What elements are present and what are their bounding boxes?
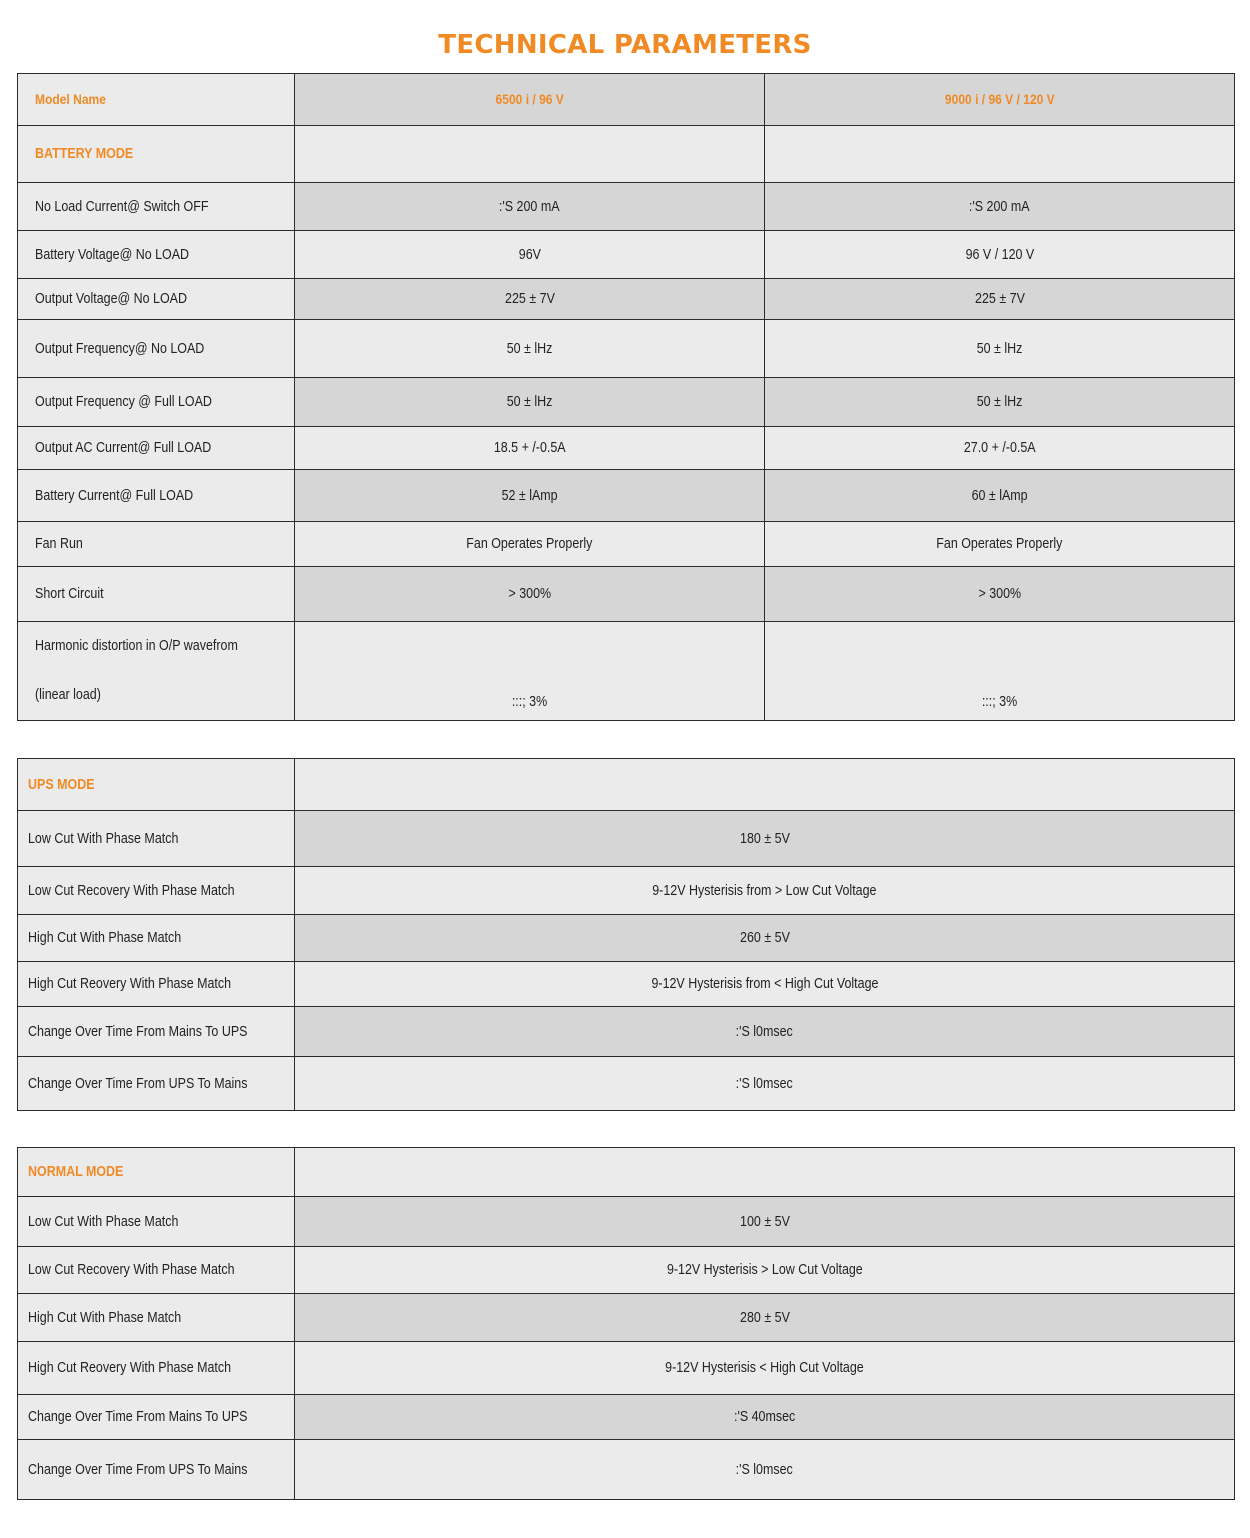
table-row bbox=[18, 231, 1235, 279]
table-row bbox=[18, 867, 1235, 915]
table-row bbox=[18, 1007, 1235, 1057]
normal-mode-table bbox=[17, 1147, 1235, 1500]
row-value: :'S l0msec bbox=[735, 1461, 794, 1478]
table-row bbox=[18, 1247, 1235, 1294]
section-ups-mode: UPS MODE bbox=[18, 759, 295, 811]
row-value: 225 ± 7V bbox=[504, 291, 555, 307]
row-value: 50 ± lHz bbox=[976, 340, 1023, 357]
model-6500-header: 6500 i / 96 V bbox=[295, 74, 765, 126]
row-value: :'S 200 mA bbox=[499, 198, 560, 215]
row-value: 27.0 + /-0.5A bbox=[963, 440, 1036, 456]
section-row bbox=[18, 126, 1235, 183]
row-label: (linear load) bbox=[35, 687, 101, 703]
row-value: 9-12V Hysterisis < High Cut Voltage bbox=[665, 1360, 864, 1376]
table-row bbox=[18, 811, 1235, 867]
table-row bbox=[18, 622, 1235, 721]
row-value: :'S 200 mA bbox=[969, 198, 1030, 215]
row-value: 60 ± lAmp bbox=[971, 487, 1028, 504]
row-value: 50 ± lHz bbox=[506, 340, 553, 357]
row-value: 260 ± 5V bbox=[739, 930, 790, 946]
table-row bbox=[18, 183, 1235, 231]
section-row bbox=[18, 1148, 1235, 1197]
section-battery-mode: BATTERY MODE bbox=[18, 126, 295, 183]
table-row bbox=[18, 962, 1235, 1007]
row-label: High Cut Reovery With Phase Match bbox=[28, 1360, 232, 1376]
row-value: :::; 3% bbox=[981, 694, 1018, 710]
row-label: Change Over Time From Mains To UPS bbox=[28, 1409, 248, 1425]
row-value: Fan Operates Properly bbox=[936, 536, 1063, 552]
row-label: Short Circuit bbox=[35, 586, 104, 602]
model-name-header: Model Name bbox=[18, 74, 295, 126]
row-value: 280 ± 5V bbox=[739, 1309, 790, 1326]
table-row bbox=[18, 1440, 1235, 1500]
row-label: Battery Current@ Full LOAD bbox=[35, 487, 194, 504]
row-label: Low Cut With Phase Match bbox=[28, 1213, 179, 1230]
table-row bbox=[18, 915, 1235, 962]
row-label: Output AC Current@ Full LOAD bbox=[35, 440, 212, 456]
row-value: 96 V / 120 V bbox=[965, 246, 1034, 263]
table-row bbox=[18, 320, 1235, 378]
row-label: Low Cut With Phase Match bbox=[28, 830, 179, 847]
section-row bbox=[18, 759, 1235, 811]
row-label: High Cut With Phase Match bbox=[28, 930, 182, 946]
row-label: Battery Voltage@ No LOAD bbox=[35, 246, 190, 263]
row-label: Change Over Time From UPS To Mains bbox=[28, 1461, 248, 1478]
table-row bbox=[18, 567, 1235, 622]
row-label: High Cut Reovery With Phase Match bbox=[28, 976, 232, 992]
row-value: 225 ± 7V bbox=[974, 291, 1025, 307]
row-value: 50 ± lHz bbox=[506, 394, 553, 410]
section-normal-mode: NORMAL MODE bbox=[18, 1148, 295, 1197]
table-row bbox=[18, 1057, 1235, 1111]
model-9000-header: 9000 i / 96 V / 120 V bbox=[765, 74, 1235, 126]
row-value: 9-12V Hysterisis from < High Cut Voltage bbox=[651, 976, 878, 992]
table-row bbox=[18, 1294, 1235, 1342]
table-row bbox=[18, 1395, 1235, 1440]
battery-mode-table bbox=[17, 73, 1235, 721]
row-label: Low Cut Recovery With Phase Match bbox=[28, 882, 235, 899]
row-label: Low Cut Recovery With Phase Match bbox=[28, 1262, 235, 1278]
row-value: :'S 40msec bbox=[733, 1409, 796, 1425]
row-value: :'S l0msec bbox=[735, 1075, 794, 1092]
row-value: Fan Operates Properly bbox=[466, 536, 593, 552]
row-value: 180 ± 5V bbox=[739, 830, 790, 847]
table-row bbox=[18, 470, 1235, 522]
row-label: Output Voltage@ No LOAD bbox=[35, 291, 187, 307]
row-value: 9-12V Hysterisis from > Low Cut Voltage bbox=[652, 882, 877, 899]
row-label: Change Over Time From UPS To Mains bbox=[28, 1075, 248, 1092]
row-label: Change Over Time From Mains To UPS bbox=[28, 1023, 248, 1040]
row-value: 9-12V Hysterisis > Low Cut Voltage bbox=[666, 1262, 863, 1278]
row-value: 52 ± lAmp bbox=[501, 487, 558, 504]
table-row bbox=[18, 279, 1235, 320]
row-value: > 300% bbox=[508, 586, 551, 602]
row-label: Harmonic distortion in O/P wavefrom bbox=[35, 638, 238, 654]
table-row bbox=[18, 522, 1235, 567]
table-header-row bbox=[18, 74, 1235, 126]
row-value: 18.5 + /-0.5A bbox=[493, 440, 566, 456]
table-row bbox=[18, 378, 1235, 427]
row-value: :::; 3% bbox=[511, 694, 548, 710]
ups-mode-table bbox=[17, 758, 1235, 1111]
row-label: Output Frequency @ Full LOAD bbox=[35, 394, 212, 410]
row-label: Output Frequency@ No LOAD bbox=[35, 340, 205, 357]
row-label: Fan Run bbox=[35, 536, 83, 552]
table-row bbox=[18, 1342, 1235, 1395]
row-value: :'S l0msec bbox=[735, 1023, 794, 1040]
row-value: 96V bbox=[518, 246, 541, 263]
row-value: 100 ± 5V bbox=[739, 1213, 790, 1230]
row-value: 50 ± lHz bbox=[976, 394, 1023, 410]
row-label: High Cut With Phase Match bbox=[28, 1309, 182, 1326]
page-title: TECHNICAL PARAMETERS bbox=[438, 30, 812, 60]
table-row bbox=[18, 427, 1235, 470]
row-label: No Load Current@ Switch OFF bbox=[35, 198, 209, 215]
row-value: > 300% bbox=[978, 586, 1021, 602]
table-row bbox=[18, 1197, 1235, 1247]
